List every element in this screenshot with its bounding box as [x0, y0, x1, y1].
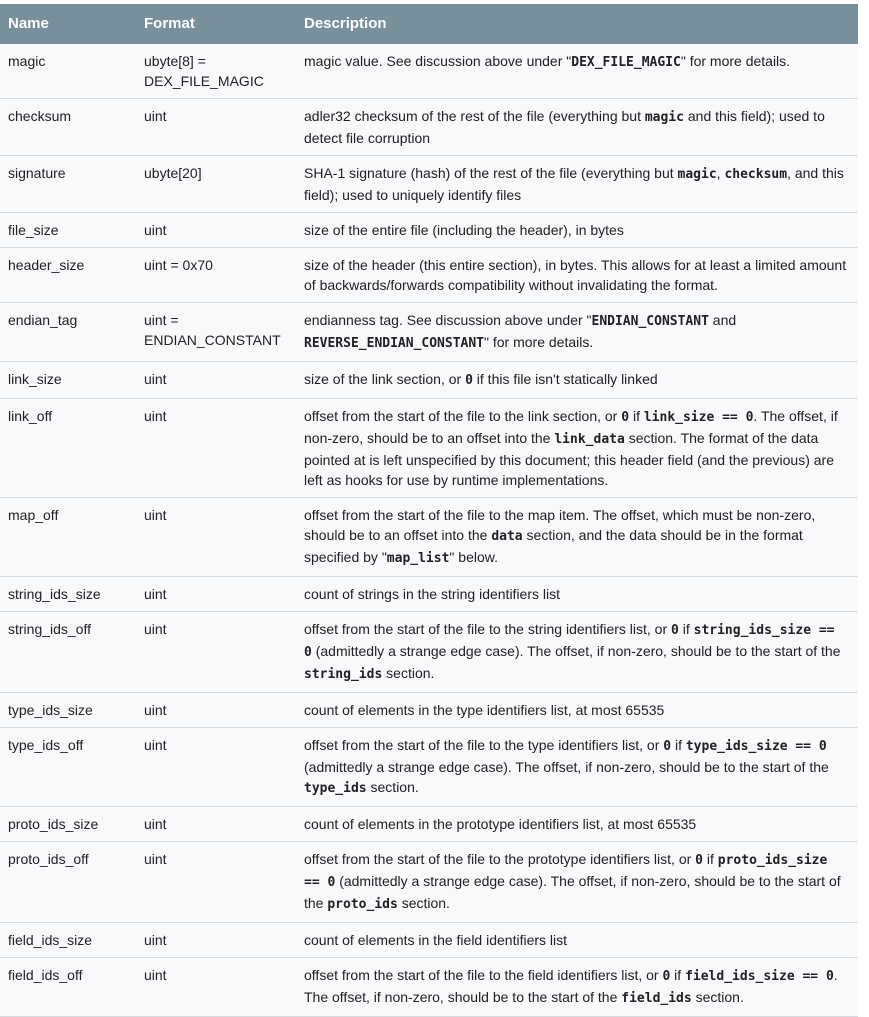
inline-code: magic — [677, 167, 717, 182]
table-row — [0, 213, 858, 248]
inline-code: 0 — [465, 373, 473, 388]
cell-description: size of the link section, or 0 if this file isn't statically linked — [296, 362, 858, 399]
table-row — [0, 612, 858, 693]
cell-name: map_off — [0, 498, 136, 577]
cell-description: endianness tag. See discussion above under "ENDIAN_CONSTANT and REVERSE_ENDIAN_CONSTANT" for more details. — [296, 303, 858, 362]
column-header-name: Name — [0, 4, 136, 44]
cell-format: uint — [136, 99, 296, 156]
inline-code: 0 — [663, 739, 672, 754]
cell-format: uint = 0x70 — [136, 248, 296, 303]
cell-format: uint — [136, 842, 296, 923]
table-row — [0, 693, 858, 728]
inline-code: type_ids — [304, 781, 367, 796]
inline-code: field_ids — [621, 991, 692, 1006]
cell-name: field_ids_size — [0, 923, 136, 958]
cell-name: header_size — [0, 248, 136, 303]
cell-name: endian_tag — [0, 303, 136, 362]
cell-description: offset from the start of the file to the prototype identifiers list, or 0 if proto_ids_size == 0 (admittedly a strange edge case). The offset, if non-zero, should be to the start of the proto_ids section. — [296, 842, 858, 923]
cell-format: uint — [136, 958, 296, 1017]
column-header-format: Format — [136, 4, 296, 44]
table-row — [0, 498, 858, 577]
table-row — [0, 923, 858, 958]
cell-format: uint — [136, 399, 296, 498]
cell-name: field_ids_off — [0, 958, 136, 1017]
cell-format: ubyte[8] = DEX_FILE_MAGIC — [136, 44, 296, 99]
cell-description: adler32 checksum of the rest of the file (everything but magic and this field); used to detect file corruption — [296, 99, 858, 156]
inline-code: proto_ids — [327, 897, 398, 912]
inline-code: magic — [644, 110, 684, 125]
table-row — [0, 842, 858, 923]
cell-format: uint — [136, 807, 296, 842]
cell-name: checksum — [0, 99, 136, 156]
cell-description: size of the header (this entire section), in bytes. This allows for at least a limited amount of backwards/forwards compatibility without invalidating the format. — [296, 248, 858, 303]
cell-format: uint — [136, 728, 296, 807]
cell-format: uint — [136, 612, 296, 693]
cell-description: count of elements in the type identifiers list, at most 65535 — [296, 693, 858, 728]
cell-format: uint — [136, 213, 296, 248]
cell-name: string_ids_size — [0, 577, 136, 612]
inline-code: 0 — [671, 623, 679, 638]
cell-name: signature — [0, 156, 136, 213]
inline-code: string_ids_size == 0 — [304, 623, 843, 660]
inline-code: 0 — [662, 969, 671, 984]
cell-format: uint — [136, 362, 296, 399]
cell-format: ubyte[20] — [136, 156, 296, 213]
inline-code: link_size == 0 — [643, 410, 754, 425]
documentation-page — [0, 4, 869, 1017]
cell-format: uint — [136, 498, 296, 577]
cell-format: uint — [136, 577, 296, 612]
cell-name: link_size — [0, 362, 136, 399]
cell-description: size of the entire file (including the header), in bytes — [296, 213, 858, 248]
cell-name: type_ids_size — [0, 693, 136, 728]
inline-code: DEX_FILE_MAGIC — [571, 55, 681, 70]
cell-description: count of elements in the prototype identifiers list, at most 65535 — [296, 807, 858, 842]
inline-code: string_ids — [304, 667, 383, 682]
inline-code: type_ids_size == 0 — [685, 739, 827, 754]
table-row — [0, 958, 858, 1017]
cell-description: count of strings in the string identifiers list — [296, 577, 858, 612]
dex-header-format-table — [0, 4, 858, 1017]
table-row — [0, 807, 858, 842]
table-row — [0, 728, 858, 807]
cell-description: offset from the start of the file to the link section, or 0 if link_size == 0. The offset, if non-zero, should be to an offset into the link_data section. The format of the data pointed at is left unspecified by this document; this header field (and the previous) are left as hooks for use by runtime implementations. — [296, 399, 858, 498]
cell-name: link_off — [0, 399, 136, 498]
inline-code: data — [491, 529, 523, 544]
table-row — [0, 577, 858, 612]
cell-description: offset from the start of the file to the map item. The offset, which must be non-zero, should be to an offset into the data section, and the data should be in the format specified by "map_list" below. — [296, 498, 858, 577]
cell-name: string_ids_off — [0, 612, 136, 693]
inline-code: field_ids_size == 0 — [685, 969, 834, 984]
table-row — [0, 303, 858, 362]
column-header-description: Description — [296, 4, 858, 44]
cell-format: uint = ENDIAN_CONSTANT — [136, 303, 296, 362]
cell-description: magic value. See discussion above under "DEX_FILE_MAGIC" for more details. — [296, 44, 858, 99]
cell-format: uint — [136, 923, 296, 958]
inline-code: proto_ids_size == 0 — [304, 853, 836, 890]
table-row — [0, 44, 858, 99]
inline-code: 0 — [621, 410, 630, 425]
cell-name: type_ids_off — [0, 728, 136, 807]
inline-code: 0 — [695, 853, 703, 868]
inline-code: map_list — [386, 551, 450, 566]
cell-description: offset from the start of the file to the field identifiers list, or 0 if field_ids_size == 0. The offset, if non-zero, should be to the start of the field_ids section. — [296, 958, 858, 1017]
table-row — [0, 399, 858, 498]
cell-description: offset from the start of the file to the type identifiers list, or 0 if type_ids_size == 0 (admittedly a strange edge case). The offset, if non-zero, should be to the start of the type_ids section. — [296, 728, 858, 807]
cell-description: count of elements in the field identifiers list — [296, 923, 858, 958]
table-row — [0, 248, 858, 303]
inline-code: checksum — [724, 167, 788, 182]
cell-name: file_size — [0, 213, 136, 248]
table-header-row — [0, 4, 858, 44]
table-row — [0, 362, 858, 399]
cell-description: offset from the start of the file to the string identifiers list, or 0 if string_ids_size == 0 (admittedly a strange edge case). The offset, if non-zero, should be to the start of the string_ids section. — [296, 612, 858, 693]
inline-code: ENDIAN_CONSTANT — [591, 314, 709, 329]
cell-name: proto_ids_size — [0, 807, 136, 842]
inline-code: REVERSE_ENDIAN_CONSTANT — [304, 336, 485, 351]
table-row — [0, 156, 858, 213]
cell-name: magic — [0, 44, 136, 99]
cell-description: SHA-1 signature (hash) of the rest of the file (everything but magic, checksum, and this field); used to uniquely identify files — [296, 156, 858, 213]
cell-format: uint — [136, 693, 296, 728]
table-row — [0, 99, 858, 156]
inline-code: link_data — [554, 432, 625, 447]
cell-name: proto_ids_off — [0, 842, 136, 923]
table-body — [0, 44, 858, 1017]
